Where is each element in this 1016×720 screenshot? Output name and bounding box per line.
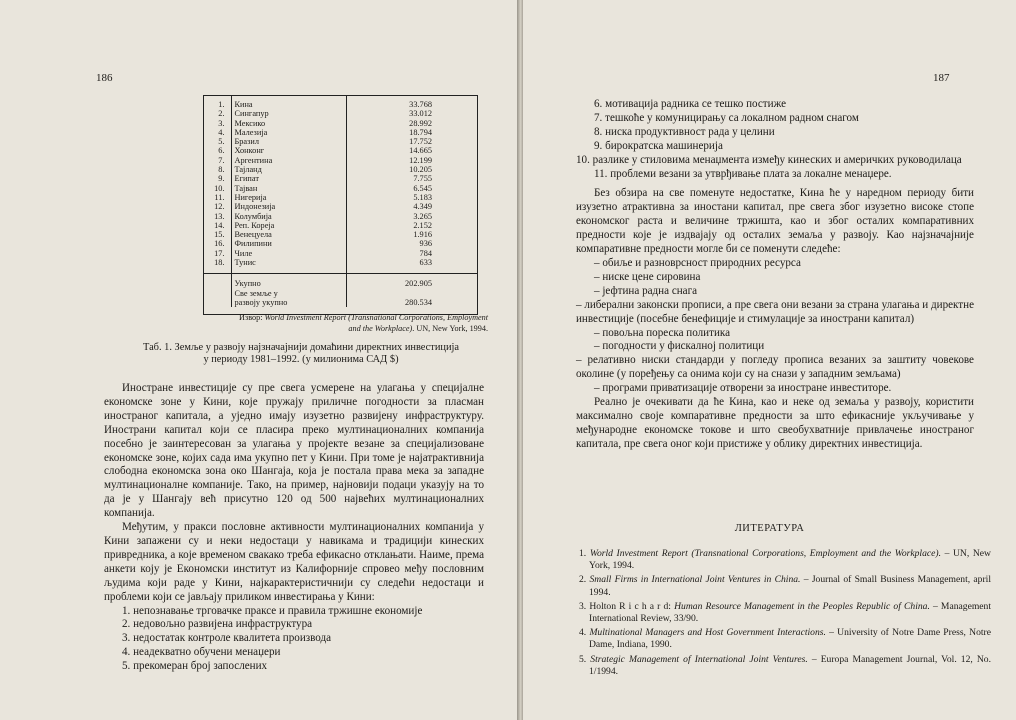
row-number: 9. xyxy=(218,174,225,184)
row-number: 12. xyxy=(214,202,225,212)
country-cell: Колумбија xyxy=(231,212,346,221)
row-number: 18. xyxy=(214,258,225,268)
reference-item: 3. Holton R i c h a r d: Human Resource Management in the Peoples Republic of China. – Management International Review, 33/90. xyxy=(579,600,992,625)
table-row xyxy=(203,165,478,174)
country-cell: Тунис xyxy=(231,258,346,274)
table-row xyxy=(203,174,478,183)
value-cell: 33.012 xyxy=(346,109,478,118)
caption-line-1: Таб. 1. Земље у развоју најзначајнији домаћини директних инвестиција xyxy=(142,342,460,353)
reference-item: 2. Small Firms in International Joint Ventures in China. – Journal of Small Business Management, april 1994. xyxy=(579,574,991,598)
list-item: – јефтина радна снага xyxy=(594,284,698,297)
table-row xyxy=(203,146,478,155)
reference-item: 1. World Investment Report (Transnational Corporations, Employment and the Workplace). – UN, New York, 1994. xyxy=(579,548,991,572)
list-item: 10. разлике у стиловима менаџмента између кинеских и америчких руководилаца xyxy=(576,153,962,166)
value-cell: 202.905 xyxy=(346,274,478,289)
country-cell: Реп. Кореја xyxy=(231,221,346,230)
country-cell: Хонконг xyxy=(231,146,346,155)
table-row xyxy=(203,249,478,258)
reference-list xyxy=(579,548,991,680)
table-caption xyxy=(112,342,490,366)
country-cell: Филипини xyxy=(231,239,346,248)
list-item: 9. бирократска машинерија xyxy=(594,139,723,152)
list-item: 5. прекомеран број запослених xyxy=(122,660,268,673)
country-cell: Тајланд xyxy=(231,165,346,174)
row-number: 8. xyxy=(218,165,225,175)
table-row xyxy=(203,202,478,211)
label-cell: Све земље у xyxy=(231,289,346,298)
row-number: 11. xyxy=(214,192,225,202)
right-page xyxy=(523,0,1016,720)
table-row xyxy=(203,156,478,165)
section-heading: ЛИТЕРАТУРА xyxy=(734,523,805,534)
value-cell: 18.794 xyxy=(346,128,478,137)
row-number: 6. xyxy=(218,146,225,156)
value-cell: 784 xyxy=(346,249,478,258)
country-cell: Кина xyxy=(231,95,346,109)
source-title: World Investment Report (Transnational Corporations, Employment and the Workplace) xyxy=(264,313,488,333)
country-cell: Нигерија xyxy=(231,193,346,202)
label-cell: Укупно xyxy=(231,274,346,289)
value-cell: 1.916 xyxy=(346,230,478,239)
row-number: 5. xyxy=(218,137,225,147)
table-row xyxy=(203,128,478,137)
value-cell: 12.199 xyxy=(346,156,478,165)
row-number: 3. xyxy=(218,118,225,128)
row-number: 17. xyxy=(214,248,225,258)
source-prefix: Извор: xyxy=(239,313,265,322)
list-item: – погодности у фискалној политици xyxy=(594,340,765,353)
row-number: 16. xyxy=(214,239,225,249)
country-cell: Мексико xyxy=(231,119,346,128)
row-number: 1. xyxy=(218,100,225,109)
table-row xyxy=(203,137,478,146)
list-item: 2. недовољно развијена инфраструктура xyxy=(122,618,313,631)
value-cell: 4.349 xyxy=(346,202,478,211)
table-source xyxy=(230,313,488,334)
value-cell: 7.755 xyxy=(346,174,478,183)
all-row-value xyxy=(203,298,478,307)
value-cell: 17.752 xyxy=(346,137,478,146)
label-cell: развоју укупно xyxy=(231,298,346,307)
table-row xyxy=(203,230,478,239)
paragraph: Реално је очекивати да ће Кина, као и неке од земаља у развоју, користити максимално своје компаративне предности за што ефикасније укључивање у међународне економске токове и што свеобухватније привлачење иностраног капитала, пре свега оног који пристиже у облику директних инвестиција. xyxy=(576,396,974,450)
list-item: – релативно ниски стандарди у погледу прописа везаних за заштиту човекове околине (у поређењу са онима који су на снази у западним земљама) xyxy=(576,354,974,381)
country-cell: Индонезија xyxy=(231,202,346,211)
value-cell: 280.534 xyxy=(346,298,478,307)
country-cell: Венецуела xyxy=(231,230,346,239)
table-row xyxy=(203,193,478,202)
page-number: 187 xyxy=(933,72,950,84)
list-item: 7. тешкоће у комуницирању са локалном радном снагом xyxy=(594,111,859,124)
value-cell xyxy=(346,289,478,298)
list-item: – повољна пореска политика xyxy=(594,326,731,339)
value-cell: 33.768 xyxy=(346,95,478,109)
source-suffix: . UN, New York, 1994. xyxy=(412,323,488,333)
row-number: 4. xyxy=(218,127,225,137)
list-item: – ниске цене сировина xyxy=(594,270,701,283)
country-cell: Аргентина xyxy=(231,156,346,165)
list-item: – либерални законски прописи, а пре свега они везани за страна улагања и директне инвестиције (посебне бенефиције и стимулације за инострани капитал) xyxy=(576,298,974,325)
total-row xyxy=(203,274,478,289)
table-row xyxy=(203,221,478,230)
investment-table xyxy=(203,95,478,307)
paragraph: Међутим, у пракси пословне активности мултинационалних компанија у Кини запажени су и неки недостаци у навикама и традицији кинеских привредника, а које временом свакако треба ефикасно отклањати. Наиме, према анкети коју је Економски институт из Калифорније спровео међу пословним људима који раде у Кини, најкарактеристичнији су следећи недостаци и проблеми који се јављају приликом инвестирања у Кини: xyxy=(104,521,484,603)
reference-item: 5. Strategic Management of International Joint Ventures. – Europa Management Journal, Vol. 12, No. 1/1994. xyxy=(579,653,991,677)
value-cell: 3.265 xyxy=(346,212,478,221)
row-number: 7. xyxy=(218,155,225,165)
country-cell: Чиле xyxy=(231,249,346,258)
list-item: 4. неадекватно обучени менаџери xyxy=(122,646,281,659)
paragraph: Иностране инвестиције су пре свега усмерене на улагања у специјалне економске зоне у Кини, које пружају приличне погодности за пласман иностраног капитала, а уједно имају изузетно развијену инфраструктуру. Инострани капитал који се пласира преко мултинационалних компанија посебно је заинтересован за улагања у пројекте везане за специјализоване економске зоне, којих сада има укупно пет у Кини. При томе је најатрактивнија слободна економска зона око Шангаја, која је постала права мека за западне мултинационалне компаније. Тако, на пример, најновији подаци указују на то да је у Шангају већ присутно 120 од 500 највећих мултинационалних компанија. xyxy=(104,382,484,520)
page-number: 186 xyxy=(96,72,113,84)
left-body-text xyxy=(104,382,484,674)
value-cell: 14.665 xyxy=(346,146,478,155)
row-number: 2. xyxy=(218,109,225,119)
country-cell: Бразил xyxy=(231,137,346,146)
table-row xyxy=(203,119,478,128)
value-cell: 6.545 xyxy=(346,184,478,193)
country-cell: Египат xyxy=(231,174,346,183)
list-item: – програми приватизације отворени за иностране инвеститоре. xyxy=(594,382,892,395)
country-cell: Тајван xyxy=(231,184,346,193)
table-row xyxy=(203,258,478,274)
row-number: 10. xyxy=(214,183,225,193)
row-number: 15. xyxy=(214,230,225,240)
value-cell: 2.152 xyxy=(346,221,478,230)
table-row xyxy=(203,95,478,109)
list-item: 3. недостатак контроле квалитета производа xyxy=(122,632,332,645)
value-cell: 633 xyxy=(346,258,478,274)
paragraph: Без обзира на све поменуте недостатке, Кина ће у наредном периоду бити изузетно атрактивна за иностани капитал, пре свега због изузетно високе стопе економског раста и величине тржишта, као и због осталих компаративних предности које је издвајају од осталих земаља у развоју. Као најзначајније компаративне предности могле би се поменути следеће: xyxy=(576,187,974,256)
list-item: 8. ниска продуктивност рада у целини xyxy=(594,125,775,138)
list-item: 1. непознавање трговачке праксе и правила тржишне економије xyxy=(122,604,423,617)
right-body-text xyxy=(576,98,974,452)
country-cell: Малезија xyxy=(231,128,346,137)
value-cell: 10.205 xyxy=(346,165,478,174)
row-number: 13. xyxy=(214,211,225,221)
row-number: 14. xyxy=(214,220,225,230)
table-row xyxy=(203,109,478,118)
all-row xyxy=(203,289,478,298)
caption-line-2: у периоду 1981–1992. (у милионима САД $) xyxy=(203,354,399,365)
list-item: 6. мотивација радника се тешко постиже xyxy=(594,98,787,110)
list-item: – обиље и разноврсност природних ресурса xyxy=(594,256,801,269)
table-row xyxy=(203,212,478,221)
reference-item: 4. Multinational Managers and Host Government Interactions. – University of Notre Dame Press, Notre Dame, Indiana, 1990. xyxy=(579,627,992,651)
list-item: 11. проблеми везани за утврђивање плата за локалне менаџере. xyxy=(594,167,892,180)
table-row xyxy=(203,239,478,248)
table-row xyxy=(203,184,478,193)
value-cell: 28.992 xyxy=(346,119,478,128)
country-cell: Сингапур xyxy=(231,109,346,118)
value-cell: 936 xyxy=(346,239,478,248)
value-cell: 5.183 xyxy=(346,193,478,202)
